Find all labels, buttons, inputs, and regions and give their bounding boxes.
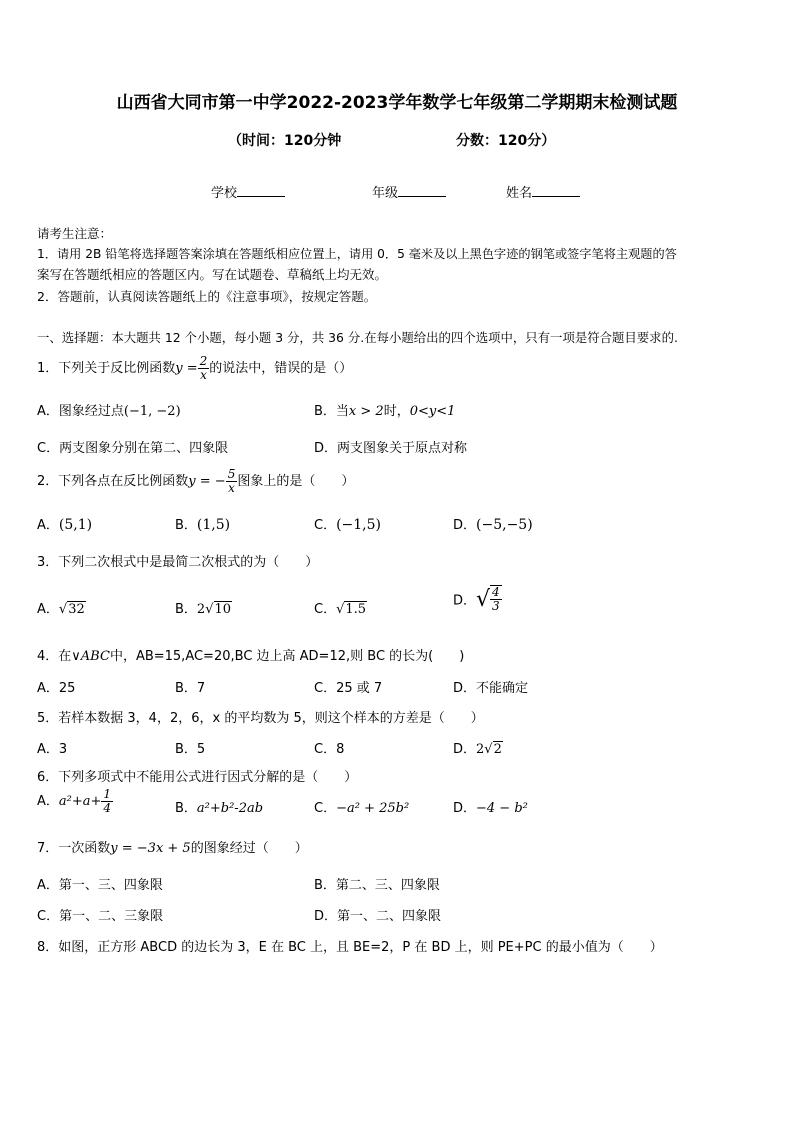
q1-frac-num: 2 [199, 354, 208, 368]
q2-fraction [226, 468, 238, 495]
q2-option-c[interactable] [314, 514, 381, 533]
q3-d-num: 4 [492, 585, 500, 599]
q2-option-d[interactable] [453, 514, 533, 533]
question-6-stem: 6．下列多项式中不能用公式进行因式分解的是（ ） [37, 770, 358, 785]
exam-time: （时间：120分钟 [228, 133, 342, 149]
q6-a-math: a²+a+ [58, 794, 102, 809]
name-blank[interactable] [532, 183, 580, 197]
q6-b-label: B． [175, 801, 197, 816]
question-7-stem [37, 837, 308, 856]
q2-frac-num: 5 [227, 467, 236, 481]
question-4-stem [37, 645, 464, 664]
q3-a-label: A． [37, 602, 59, 617]
q6-option-d[interactable] [453, 797, 528, 816]
exam-score: 分数：120分） [456, 133, 556, 149]
q2-a-label: A． [37, 518, 59, 533]
q7-post: 的图象经过（ ） [190, 841, 308, 856]
q2-c-label: C． [314, 518, 337, 533]
q3-b-radicand: 10 [214, 602, 232, 617]
q4-post: 中，AB=15,AC=20,BC 边上高 AD=12,则 BC 的长为( ) [109, 649, 465, 664]
q4-triangle: ∨ABC [71, 649, 110, 664]
q6-option-a[interactable] [37, 788, 113, 815]
q3-c-sqrt: √1.5 [336, 602, 367, 617]
q1-option-b[interactable] [314, 400, 455, 419]
q2-frac-den: x [228, 481, 235, 495]
q1-a-label: A．图象经过点 [37, 404, 124, 419]
q3-option-b[interactable] [175, 598, 232, 617]
q6-d-label: D． [453, 801, 477, 816]
q4-pre: 4．在 [37, 649, 72, 664]
q7-option-d[interactable]: D．第一、二、四象限 [314, 909, 442, 924]
question-1-stem [37, 355, 352, 382]
question-3-stem: 3．下列二次根式中是最简二次根式的为（ ） [37, 555, 319, 570]
q3-b-coef: 2 [196, 602, 206, 617]
q2-post: 图象上的是（ ） [237, 474, 355, 489]
q7-func: y = −3x + 5 [110, 841, 191, 856]
q3-c-label: C． [314, 602, 337, 617]
q6-d-math: −4 − b² [476, 801, 528, 816]
q2-option-b[interactable] [175, 514, 230, 533]
q6-a-num: 1 [103, 787, 112, 801]
q2-b-label: B． [175, 518, 197, 533]
q5-option-a[interactable]: A．3 [37, 742, 68, 757]
notice-heading: 请考生注意： [37, 226, 113, 241]
q6-c-math: −a² + 25b² [336, 801, 410, 816]
q1-b-text: 时， [383, 404, 410, 419]
q2-func-lhs: y = − [188, 474, 226, 489]
q3-d-den: 3 [492, 599, 500, 613]
q1-a-math: (−1, −2) [123, 404, 181, 419]
grade-label: 年级 [372, 186, 399, 201]
school-label: 学校 [211, 186, 238, 201]
q3-a-radicand: 32 [68, 602, 85, 617]
q2-option-a[interactable] [37, 514, 92, 533]
q1-b-math1: x > 2 [348, 404, 384, 419]
question-2-stem [37, 468, 354, 495]
q3-option-a[interactable] [37, 598, 86, 617]
school-field[interactable] [211, 182, 285, 201]
q5-d-label: D． [453, 742, 477, 757]
notice-item2: 2．答题前，认真阅读答题纸上的《注意事项》，按规定答题。 [37, 289, 377, 304]
q3-option-c[interactable] [314, 598, 367, 617]
q7-option-a[interactable]: A．第一、三、四象限 [37, 878, 163, 893]
q3-d-fraction [490, 585, 502, 613]
q2-c-math: (−1,5) [336, 517, 381, 533]
q4-option-b[interactable]: B．7 [175, 681, 206, 696]
q4-option-a[interactable]: A．25 [37, 681, 76, 696]
grade-field[interactable] [372, 182, 446, 201]
grade-blank[interactable] [398, 183, 446, 197]
q6-option-b[interactable] [175, 797, 263, 816]
school-blank[interactable] [237, 183, 285, 197]
q1-option-c[interactable]: C．两支图象分别在第二、四象限 [37, 441, 229, 456]
q1-option-d[interactable]: D．两支图象关于原点对称 [314, 441, 468, 456]
q2-a-math: (5,1) [58, 517, 93, 533]
q1-fraction [198, 355, 210, 382]
section-heading: 一、选择题：本大题共 12 个小题，每小题 3 分，共 36 分.在每小题给出的四个选项中，只有一项是符合题目要求的. [37, 330, 678, 345]
q3-d-label: D． [453, 593, 477, 609]
q6-a-label: A． [37, 794, 59, 809]
question-8-stem: 8．如图，正方形 ABCD 的边长为 3，E 在 BC 上，且 BE=2，P 在 BD 上，则 PE+PC 的最小值为（ ） [37, 940, 663, 955]
q6-a-fraction [101, 788, 113, 815]
question-5-stem: 5．若样本数据 3，4，2，6，x 的平均数为 5，则这个样本的方差是（ ） [37, 711, 484, 726]
q5-option-d[interactable] [453, 738, 503, 757]
q1-pre: 1．下列关于反比例函数 [37, 361, 176, 376]
q2-b-math: (1,5) [196, 517, 231, 533]
q7-option-c[interactable]: C．第一、二、三象限 [37, 909, 164, 924]
q2-d-label: D． [453, 518, 477, 533]
q1-func-lhs: y = [175, 361, 198, 376]
q1-option-a[interactable] [37, 400, 181, 419]
q5-option-b[interactable]: B．5 [175, 742, 206, 757]
q3-option-d[interactable] [453, 585, 502, 613]
q1-b-math2: 0<y<1 [409, 404, 456, 419]
notice-item1-line2: 案写在答题纸相应的答题区内。写在试题卷、草稿纸上均无效。 [37, 267, 388, 282]
q5-option-c[interactable]: C．8 [314, 742, 345, 757]
q5-d-sqrt: √2 [484, 742, 502, 757]
q6-c-label: C． [314, 801, 337, 816]
q7-option-b[interactable]: B．第二、三、四象限 [314, 878, 440, 893]
q4-option-d[interactable]: D．不能确定 [453, 681, 529, 696]
q3-a-sqrt: √32 [58, 602, 85, 617]
q1-frac-den: x [200, 368, 207, 382]
q1-post: 的说法中，错误的是（） [209, 361, 353, 376]
q3-b-label: B． [175, 602, 197, 617]
notice-item1-line1: 1．请用 2B 铅笔将选择题答案涂填在答题纸相应位置上，请用 0．5 毫米及以上黑色字迹的钢笔或签字笔将主观题的答 [37, 247, 677, 261]
name-field[interactable] [506, 182, 580, 201]
q5-d-coef: 2 [476, 742, 485, 757]
q4-option-c[interactable]: C．25 或 7 [314, 681, 383, 696]
exam-title: 山西省大同市第一中学2022-2023学年数学七年级第二学期期末检测试题 [116, 93, 678, 113]
q6-b-math: a²+b²-2ab [196, 801, 264, 816]
q3-c-radicand: 1.5 [345, 602, 367, 617]
q2-d-math: (−5,−5) [476, 517, 533, 533]
q6-a-den: 4 [103, 801, 112, 815]
q6-option-c[interactable] [314, 797, 409, 816]
q3-b-sqrt: √10 [205, 602, 232, 617]
q1-b-label: B．当 [314, 404, 349, 419]
q7-pre: 7．一次函数 [37, 841, 111, 856]
q3-d-sqrt-sign: √ [476, 586, 491, 612]
q5-d-radicand: 2 [493, 742, 502, 757]
q2-pre: 2．下列各点在反比例函数 [37, 474, 189, 489]
name-label: 姓名 [506, 186, 533, 201]
